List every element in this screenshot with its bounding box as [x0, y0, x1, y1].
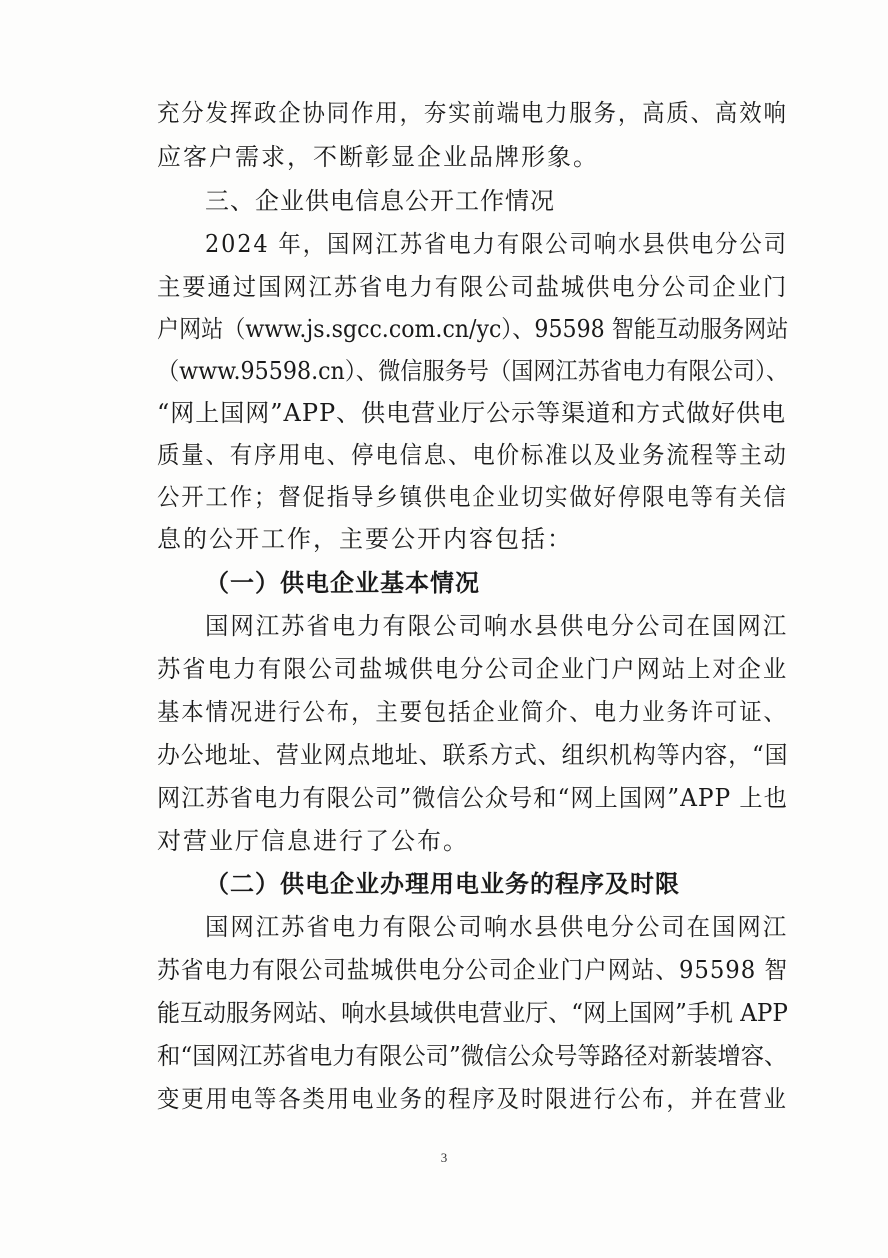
paragraph-line: 充分发挥政企协同作用，夯实前端电力服务，高质、高效响: [157, 99, 788, 127]
paragraph-line: 变更用电等各类用电业务的程序及时限进行公布，并在营业: [157, 1085, 788, 1113]
paragraph-line: 户网站（www.js.sgcc.com.cn/yc）、95598 智能互动服务网站: [157, 315, 789, 343]
paragraph-line: 应客户需求，不断彰显企业品牌形象。: [157, 143, 599, 171]
paragraph-line: 苏省电力有限公司盐城供电分公司企业门户网站上对企业: [157, 655, 789, 683]
paragraph-line: 2024 年，国网江苏省电力有限公司响水县供电分公司: [205, 230, 788, 258]
paragraph-line: 公开工作；督促指导乡镇供电企业切实做好停限电等有关信: [157, 483, 788, 511]
paragraph-line: 苏省电力有限公司盐城供电分公司企业门户网站、95598 智: [157, 956, 789, 984]
paragraph-line: 国网江苏省电力有限公司响水县供电分公司在国网江: [205, 913, 789, 941]
paragraph-line: 质量、有序用电、停电信息、电价标准以及业务流程等主动: [157, 441, 788, 469]
paragraph-line: 国网江苏省电力有限公司响水县供电分公司在国网江: [205, 612, 789, 640]
page-number: 3: [440, 1150, 448, 1165]
paragraph-line: 网江苏省电力有限公司”微信公众号和“网上国网”APP 上也: [157, 784, 788, 812]
paragraph-line: 息的公开工作，主要公开内容包括：: [157, 525, 573, 553]
paragraph-line: 基本情况进行公布，主要包括企业简介、电力业务许可证、: [157, 698, 788, 726]
paragraph-line: 能互动服务网站、响水县域供电营业厅、“网上国网”手机 APP: [157, 999, 788, 1027]
paragraph-line: （www.95598.cn）、微信服务号（国网江苏省电力有限公司）、: [157, 357, 789, 385]
paragraph-line: “网上国网”APP、供电营业厅公示等渠道和方式做好供电: [157, 399, 787, 427]
subsection-heading: （一）供电企业基本情况: [205, 568, 480, 597]
section-heading: 三、企业供电信息公开工作情况: [205, 187, 555, 215]
subsection-heading: （二）供电企业办理用电业务的程序及时限: [205, 869, 680, 898]
paragraph-line: 主要通过国网江苏省电力有限公司盐城供电分公司企业门: [157, 273, 789, 301]
paragraph-line: 对营业厅信息进行了公布。: [157, 827, 469, 855]
paragraph-line: 和“国网江苏省电力有限公司”微信公众号等路径对新装增容、: [157, 1042, 788, 1070]
paragraph-line: 办公地址、营业网点地址、联系方式、组织机构等内容，“国: [157, 741, 789, 769]
